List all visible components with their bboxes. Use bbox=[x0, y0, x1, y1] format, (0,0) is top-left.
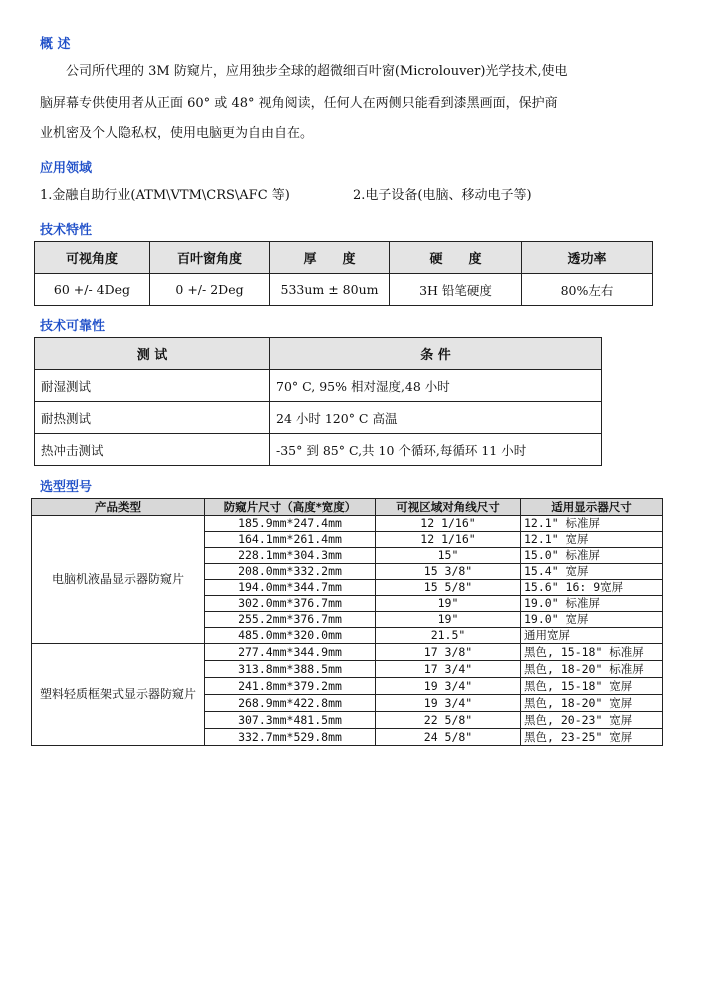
table-cell: 60 +/- 4Deg bbox=[35, 274, 150, 306]
column-header: 透功率 bbox=[522, 242, 653, 274]
table-cell: 耐湿测试 bbox=[35, 370, 270, 402]
table-cell: 302.0mm*376.7mm bbox=[205, 596, 376, 612]
overview-line-1: 公司所代理的 3M 防窥片，应用独步全球的超微细百叶窗(Microlouver)光学技术,使电 bbox=[66, 64, 568, 79]
table-cell: 黑色, 18-20" 标准屏 bbox=[521, 661, 663, 678]
table-cell: 19.0" 标准屏 bbox=[521, 596, 663, 612]
column-header: 测 试 bbox=[35, 338, 270, 370]
table-cell: 15.6" 16: 9宽屏 bbox=[521, 580, 663, 596]
features-table bbox=[34, 241, 653, 306]
section-heading-features: 技术特性 bbox=[40, 223, 93, 238]
table-cell: 277.4mm*344.9mm bbox=[205, 644, 376, 661]
table-cell: 12 1/16" bbox=[376, 532, 521, 548]
table-cell: 12.1" 宽屏 bbox=[521, 532, 663, 548]
column-header: 条 件 bbox=[270, 338, 602, 370]
table-cell: 黑色, 20-23" 宽屏 bbox=[521, 712, 663, 729]
application-item-2: 2.电子设备(电脑、移动电子等) bbox=[353, 188, 532, 203]
table-cell: 80%左右 bbox=[522, 274, 653, 306]
table-cell: 533um ± 80um bbox=[270, 274, 390, 306]
overview-line-3: 业机密及个人隐私权，使用电脑更为自由自在。 bbox=[40, 126, 314, 141]
table-cell: 通用宽屏 bbox=[521, 628, 663, 644]
table-row bbox=[35, 402, 602, 434]
table-cell: 黑色, 15-18" 标准屏 bbox=[521, 644, 663, 661]
table-cell: 黑色, 18-20" 宽屏 bbox=[521, 695, 663, 712]
table-cell: 12 1/16" bbox=[376, 516, 521, 532]
table-cell: 24 5/8" bbox=[376, 729, 521, 746]
column-header: 厚 度 bbox=[270, 242, 390, 274]
column-header: 可视角度 bbox=[35, 242, 150, 274]
product-type-cell: 塑料轻质框架式显示器防窥片 bbox=[32, 644, 205, 746]
table-cell: 313.8mm*388.5mm bbox=[205, 661, 376, 678]
reliability-table bbox=[34, 337, 602, 466]
table-cell: 164.1mm*261.4mm bbox=[205, 532, 376, 548]
table-cell: 热冲击测试 bbox=[35, 434, 270, 466]
table-cell: 24 小时 120° C 高温 bbox=[270, 402, 602, 434]
table-cell: 255.2mm*376.7mm bbox=[205, 612, 376, 628]
column-header: 可视区域对角线尺寸 bbox=[376, 499, 521, 516]
table-cell: 70° C, 95% 相对湿度,48 小时 bbox=[270, 370, 602, 402]
table-row bbox=[35, 274, 653, 306]
table-cell: 19 3/4" bbox=[376, 678, 521, 695]
table-cell: 268.9mm*422.8mm bbox=[205, 695, 376, 712]
table-cell: 17 3/4" bbox=[376, 661, 521, 678]
table-cell: 228.1mm*304.3mm bbox=[205, 548, 376, 564]
table-cell: 19" bbox=[376, 596, 521, 612]
table-cell: 15.0" 标准屏 bbox=[521, 548, 663, 564]
table-cell: 307.3mm*481.5mm bbox=[205, 712, 376, 729]
table-row bbox=[35, 434, 602, 466]
table-cell: 12.1" 标准屏 bbox=[521, 516, 663, 532]
section-heading-models: 选型型号 bbox=[40, 480, 93, 495]
section-heading-applications: 应用领域 bbox=[40, 161, 93, 176]
application-item-1: 1.金融自助行业(ATM\VTM\CRS\AFC 等) bbox=[40, 188, 290, 203]
column-header: 硬 度 bbox=[390, 242, 522, 274]
table-cell: -35° 到 85° C,共 10 个循环,每循环 11 小时 bbox=[270, 434, 602, 466]
overview-line-2: 脑屏幕专供使用者从正面 60° 或 48° 视角阅读，任何人在两侧只能看到漆黑画面，保护商 bbox=[40, 96, 558, 111]
table-cell: 332.7mm*529.8mm bbox=[205, 729, 376, 746]
table-cell: 15" bbox=[376, 548, 521, 564]
table-cell: 17 3/8" bbox=[376, 644, 521, 661]
table-cell: 黑色, 15-18" 宽屏 bbox=[521, 678, 663, 695]
table-cell: 185.9mm*247.4mm bbox=[205, 516, 376, 532]
product-type-cell: 电脑机液晶显示器防窥片 bbox=[32, 516, 205, 644]
table-header-row bbox=[35, 338, 602, 370]
table-cell: 15.4" 宽屏 bbox=[521, 564, 663, 580]
table-cell: 19 3/4" bbox=[376, 695, 521, 712]
table-cell: 21.5" bbox=[376, 628, 521, 644]
table-header-row bbox=[35, 242, 653, 274]
models-table bbox=[31, 498, 663, 746]
column-header: 防窥片尺寸（高度*宽度） bbox=[205, 499, 376, 516]
table-header-row bbox=[32, 499, 663, 516]
table-cell: 241.8mm*379.2mm bbox=[205, 678, 376, 695]
column-header: 百叶窗角度 bbox=[150, 242, 270, 274]
table-cell: 19" bbox=[376, 612, 521, 628]
column-header: 产品类型 bbox=[32, 499, 205, 516]
column-header: 适用显示器尺寸 bbox=[521, 499, 663, 516]
table-cell: 黑色, 23-25" 宽屏 bbox=[521, 729, 663, 746]
table-cell: 485.0mm*320.0mm bbox=[205, 628, 376, 644]
section-heading-reliability: 技术可靠性 bbox=[40, 319, 106, 334]
table-cell: 0 +/- 2Deg bbox=[150, 274, 270, 306]
table-row bbox=[32, 644, 663, 661]
table-cell: 15 3/8" bbox=[376, 564, 521, 580]
table-cell: 19.0" 宽屏 bbox=[521, 612, 663, 628]
table-cell: 15 5/8" bbox=[376, 580, 521, 596]
table-cell: 22 5/8" bbox=[376, 712, 521, 729]
section-heading-overview: 概 述 bbox=[40, 37, 71, 52]
table-cell: 208.0mm*332.2mm bbox=[205, 564, 376, 580]
table-cell: 3H 铅笔硬度 bbox=[390, 274, 522, 306]
table-row bbox=[32, 516, 663, 532]
table-row bbox=[35, 370, 602, 402]
table-cell: 194.0mm*344.7mm bbox=[205, 580, 376, 596]
table-cell: 耐热测试 bbox=[35, 402, 270, 434]
